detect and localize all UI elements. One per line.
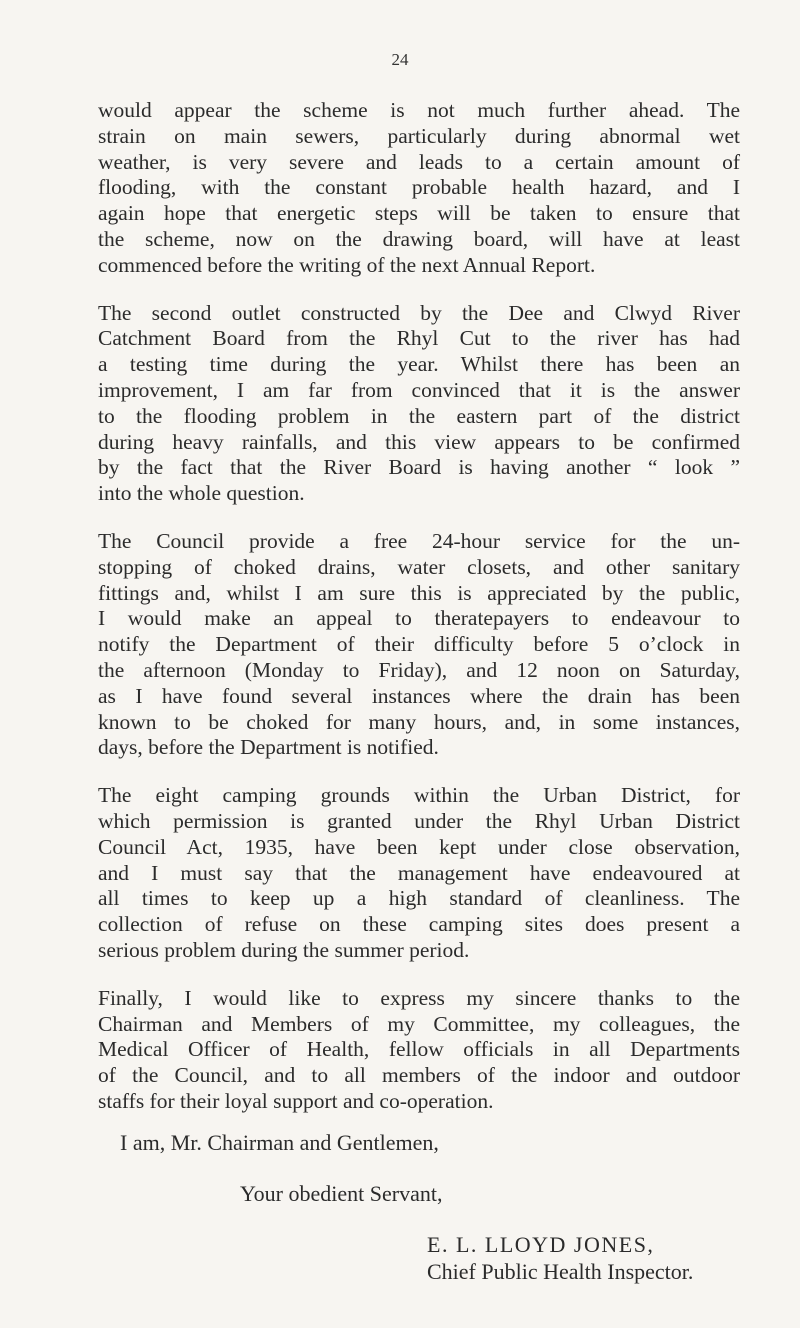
text-line: a testing time during the year. Whilst there has been an [98, 352, 740, 377]
text-line: The second outlet constructed by the Dee and Clwyd River [98, 300, 740, 325]
text-line: by the fact that the River Board is having another “ look ” [98, 455, 740, 480]
paragraph-drain-service [98, 529, 740, 761]
text-line: which permission is granted under the Rhyl Urban District [98, 808, 740, 833]
text-line: again hope that energetic steps will be taken to ensure that [98, 201, 740, 226]
text-line: the afternoon (Monday to Friday), and 12 noon on Saturday, [98, 657, 740, 682]
paragraph-sewers [98, 98, 740, 279]
text-line: Finally, I would like to express my sincere thanks to the [98, 985, 740, 1010]
report-body [98, 98, 740, 1137]
text-line: of the Council, and to all members of the indoor and outdoor [98, 1063, 740, 1088]
text-line: to the flooding problem in the eastern part of the district [98, 403, 740, 428]
text-line: known to be choked for many hours, and, in some instances, [98, 709, 740, 734]
text-line: during heavy rainfalls, and this view appears to be confirmed [98, 429, 740, 454]
text-line: The Council provide a free 24-hour service for the un- [98, 528, 740, 553]
text-line: Chairman and Members of my Committee, my colleagues, the [98, 1011, 740, 1036]
text-line: improvement, I am far from convinced that it is the answer [98, 377, 740, 402]
text-line: days, before the Department is notified. [98, 735, 439, 760]
paragraph-thanks [98, 986, 740, 1115]
text-line: into the whole question. [98, 481, 305, 506]
text-line: as I have found several instances where the drain has been [98, 683, 740, 708]
text-line: and I must say that the management have endeavoured at [98, 860, 740, 885]
paragraph-river-outlet [98, 301, 740, 507]
text-line: flooding, with the constant probable health hazard, and I [98, 175, 740, 200]
text-line: staffs for their loyal support and co-operation. [98, 1088, 494, 1113]
text-line: commenced before the writing of the next Annual Report. [98, 252, 596, 277]
text-line: collection of refuse on these camping sites does present a [98, 912, 740, 937]
text-line: I would make an appeal to theratepayers to endeavour to [98, 606, 740, 631]
text-line: weather, is very severe and leads to a certain amount of [98, 149, 740, 174]
text-line: fittings and, whilst I am sure this is appreciated by the public, [98, 580, 740, 605]
text-line: Council Act, 1935, have been kept under close observation, [98, 834, 740, 859]
page-number: 24 [391, 50, 409, 69]
text-line: all times to keep up a high standard of cleanliness. The [98, 886, 740, 911]
text-line: the scheme, now on the drawing board, will have at least [98, 226, 740, 251]
text-line: stopping of choked drains, water closets, and other sanitary [98, 554, 740, 579]
text-line: serious problem during the summer period. [98, 937, 470, 962]
text-line: Medical Officer of Health, fellow officials in all Departments [98, 1037, 740, 1062]
text-line: notify the Department of their difficulty before 5 o’clock in [98, 632, 740, 657]
salutation: I am, Mr. Chairman and Gentlemen, [120, 1130, 439, 1155]
signature-title: Chief Public Health Inspector. [427, 1259, 694, 1284]
text-line: Catchment Board from the Rhyl Cut to the river has had [98, 326, 740, 351]
valediction: Your obedient Servant, [240, 1181, 443, 1206]
text-line: The eight camping grounds within the Urban District, for [98, 783, 740, 808]
text-line: would appear the scheme is not much further ahead. The [98, 98, 740, 122]
signature-name: E. L. LLOYD JONES, [427, 1232, 655, 1257]
paragraph-camping-grounds [98, 783, 740, 964]
text-line: strain on main sewers, particularly during abnormal wet [98, 123, 740, 148]
